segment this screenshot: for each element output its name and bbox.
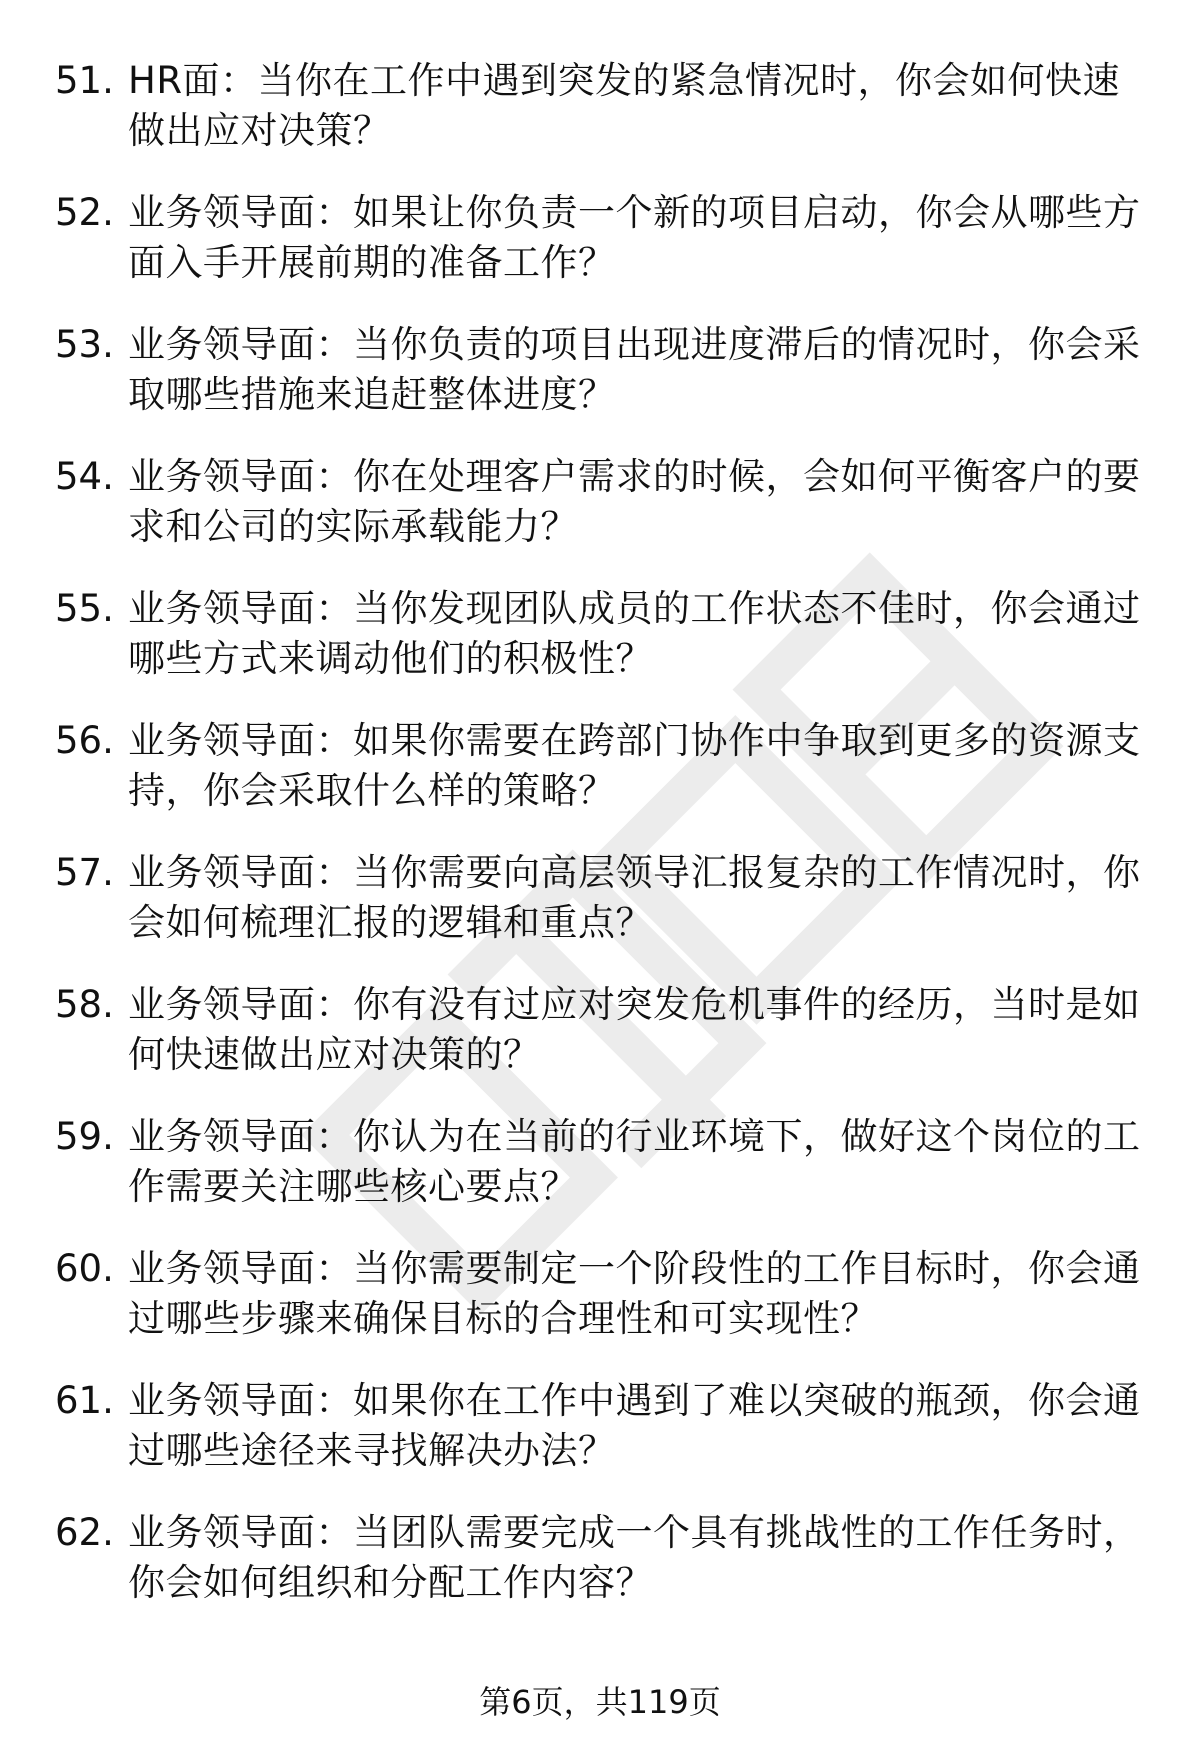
question-item	[55, 848, 1155, 980]
question-text: 业务领导面：当你发现团队成员的工作状态不佳时，你会通过哪些方式来调动他们的积极性？	[128, 587, 1141, 680]
question-number: 62.	[55, 1511, 114, 1554]
question-number: 58.	[55, 983, 114, 1026]
question-number: 51.	[55, 59, 114, 102]
question-item	[55, 716, 1155, 848]
question-item	[55, 1376, 1155, 1508]
page-footer	[0, 1682, 1200, 1722]
question-number: 54.	[55, 455, 114, 498]
question-text: 业务领导面：你有没有过应对突发危机事件的经历，当时是如何快速做出应对决策的？	[128, 983, 1141, 1076]
question-number: 60.	[55, 1247, 114, 1290]
question-item	[55, 1508, 1155, 1640]
question-number: 53.	[55, 323, 114, 366]
question-item	[55, 1244, 1155, 1376]
question-item	[55, 320, 1155, 452]
question-text: 业务领导面：当团队需要完成一个具有挑战性的工作任务时，你会如何组织和分配工作内容？	[128, 1511, 1141, 1604]
question-text: HR面：当你在工作中遇到突发的紧急情况时，你会如何快速做出应对决策？	[128, 59, 1121, 152]
question-text: 业务领导面：当你需要制定一个阶段性的工作目标时，你会通过哪些步骤来确保目标的合理性和可实现性？	[128, 1247, 1141, 1340]
question-number: 56.	[55, 719, 114, 762]
page-number-label: 第6页，共119页	[479, 1683, 721, 1721]
question-item	[55, 188, 1155, 320]
question-item	[55, 980, 1155, 1112]
question-item	[55, 452, 1155, 584]
question-number: 57.	[55, 851, 114, 894]
question-number: 59.	[55, 1115, 114, 1158]
question-number: 61.	[55, 1379, 114, 1422]
question-text: 业务领导面：如果你在工作中遇到了难以突破的瓶颈，你会通过哪些途径来寻找解决办法？	[128, 1379, 1141, 1472]
question-text: 业务领导面：当你需要向高层领导汇报复杂的工作情况时，你会如何梳理汇报的逻辑和重点？	[128, 851, 1141, 944]
question-number: 52.	[55, 191, 114, 234]
question-text: 业务领导面：你认为在当前的行业环境下，做好这个岗位的工作需要关注哪些核心要点？	[128, 1115, 1141, 1208]
question-item	[55, 584, 1155, 716]
question-item	[55, 1112, 1155, 1244]
question-list	[55, 56, 1155, 1640]
question-number: 55.	[55, 587, 114, 630]
question-text: 业务领导面：如果让你负责一个新的项目启动，你会从哪些方面入手开展前期的准备工作？	[128, 191, 1141, 284]
question-text: 业务领导面：你在处理客户需求的时候，会如何平衡客户的要求和公司的实际承载能力？	[128, 455, 1141, 548]
question-item	[55, 56, 1155, 188]
question-text: 业务领导面：如果你需要在跨部门协作中争取到更多的资源支持，你会采取什么样的策略？	[128, 719, 1141, 812]
question-text: 业务领导面：当你负责的项目出现进度滞后的情况时，你会采取哪些措施来追赶整体进度？	[128, 323, 1141, 416]
